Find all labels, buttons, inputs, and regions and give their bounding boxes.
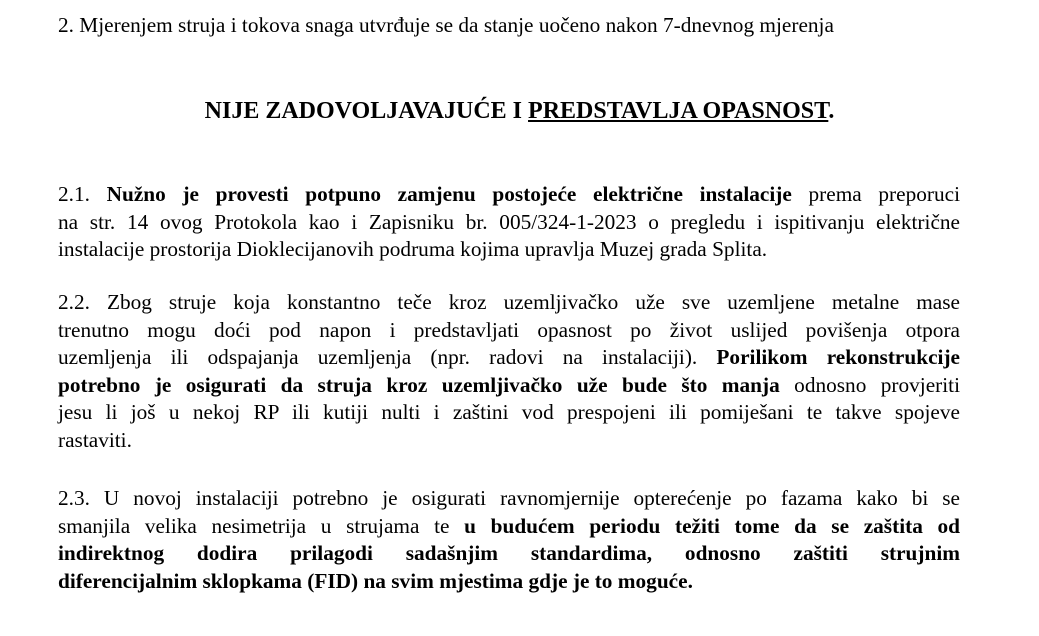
paragraph-line bbox=[58, 181, 960, 209]
plain-text: uzemljenja ili odspajanja uzemljenja (npr. radovi na instalaciji). bbox=[58, 345, 717, 369]
heading-underlined: PREDSTAVLJA OPASNOST bbox=[528, 98, 829, 124]
heading-suffix: . bbox=[828, 98, 835, 124]
paragraph-2-1 bbox=[58, 181, 960, 264]
bold-text: Porilikom rekonstrukcije bbox=[716, 345, 960, 369]
item-number: 2.1. bbox=[58, 182, 107, 206]
paragraph-line: rastaviti. bbox=[58, 427, 132, 452]
paragraph-line: jesu li još u nekoj RP ili kutiji nulti i zaštini vod prespojeni ili pomiješani te takve spojeve bbox=[58, 400, 960, 424]
bold-text: potrebno je osigurati da struja kroz uzemljivačko uže bude što manja bbox=[58, 372, 780, 397]
paragraph-line: trenutno mogu doći pod napon i predstavljati opasnost po život uslijed povišenja otpora bbox=[58, 317, 960, 342]
bold-text: u budućem periodu težiti tome da se zaštita od bbox=[464, 513, 960, 538]
paragraph-line bbox=[58, 513, 960, 541]
plain-text: odnosno provjeriti bbox=[779, 372, 960, 397]
paragraph-line bbox=[58, 568, 960, 596]
plain-text: smanjila velika nesimetrija u strujama te bbox=[58, 513, 465, 538]
paragraph-line: 2.3. U novoj instalaciji potrebno je osigurati ravnomjernije opterećenje po fazama kako bi se bbox=[58, 486, 960, 510]
heading-plain: NIJE ZADOVOLJAVAJUĆE I bbox=[204, 98, 529, 124]
paragraph-line: na str. 14 ovog Protokola kao i Zapisniku br. 005/324-1-2023 o pregledu i ispitivanju električne bbox=[58, 209, 960, 234]
bold-text: indirektnog dodira prilagodi sadašnjim standardima, odnosno zaštiti strujnim bbox=[58, 541, 960, 565]
plain-text: prema preporuci bbox=[791, 182, 960, 206]
paragraph-line bbox=[58, 540, 960, 568]
paragraph-line: 2.2. Zbog struje koja konstantno teče kroz uzemljivačko uže sve uzemljene metalne mase bbox=[58, 290, 960, 314]
paragraph-line bbox=[58, 372, 960, 400]
paragraph-line: instalacije prostorija Dioklecijanovih podruma kojima upravlja Muzej grada Splita. bbox=[58, 237, 768, 261]
paragraph-2-2 bbox=[58, 289, 960, 454]
intro-line: 2. Mjerenjem struja i tokova snaga utvrđuje se da stanje uočeno nakon 7-dnevnog mjerenja bbox=[58, 13, 834, 37]
bold-text: Nužno je provesti potpuno zamjenu postojeće električne instalacije bbox=[106, 182, 792, 206]
conclusion-heading bbox=[0, 96, 1039, 126]
bold-text: diferencijalnim sklopkama (FID) na svim mjestima gdje je to moguće. bbox=[58, 568, 693, 593]
paragraph-2-3 bbox=[58, 485, 960, 595]
paragraph-line bbox=[58, 344, 960, 372]
